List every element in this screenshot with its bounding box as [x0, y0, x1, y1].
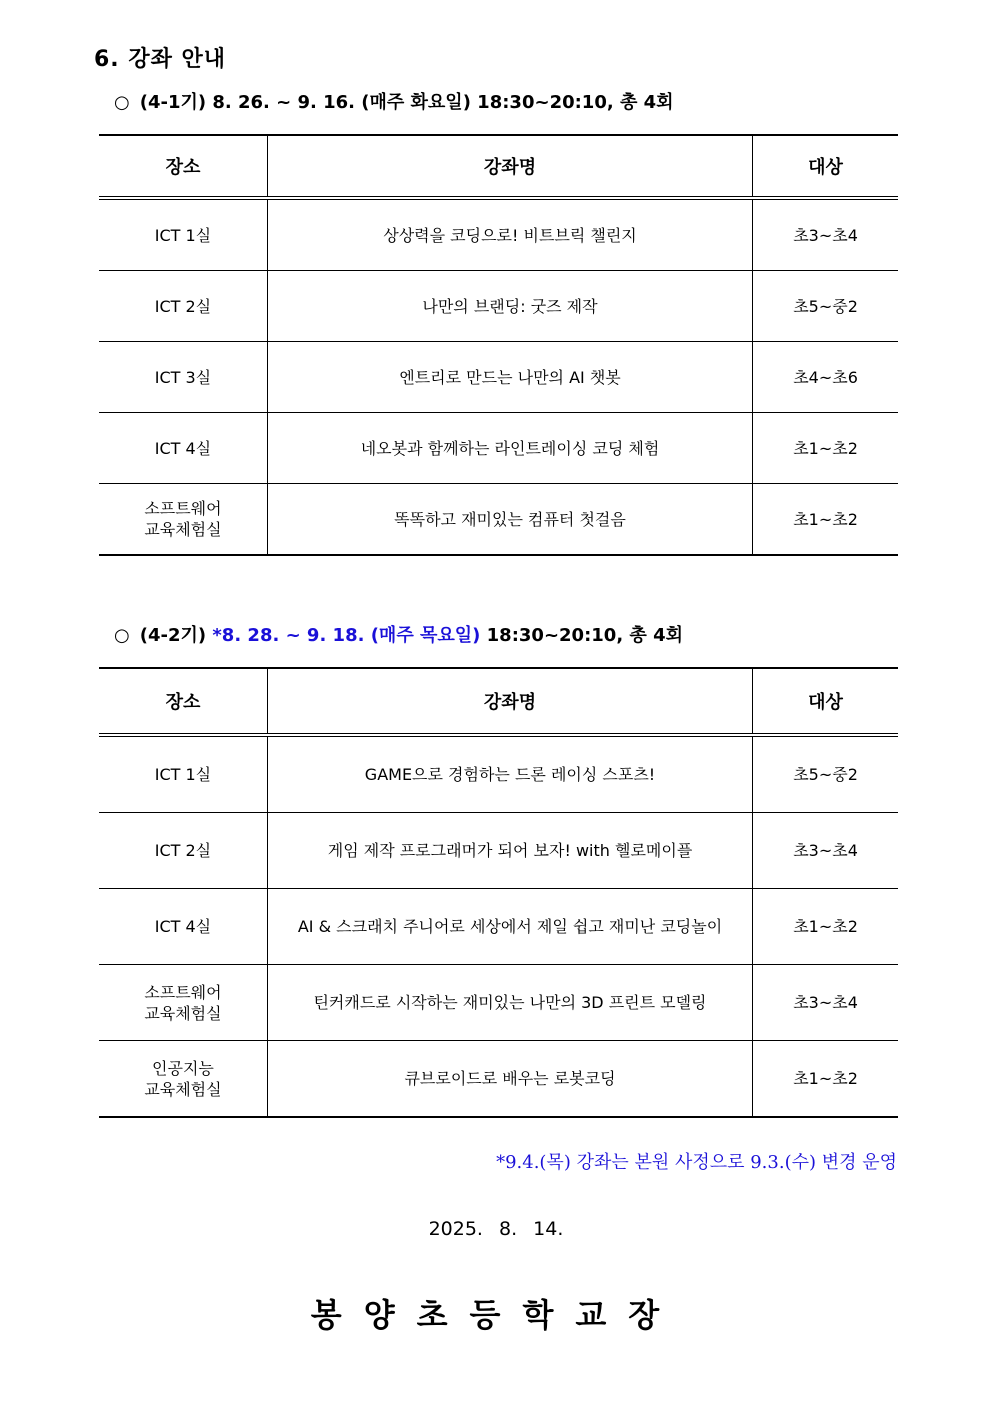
cell-target	[753, 342, 898, 413]
cell-course-name-text: 네오봇과 함께하는 라인트레이싱 코딩 체험	[360, 438, 660, 458]
header-name: 강좌명	[267, 135, 752, 198]
cell-course-name-text: AI & 스크래치 주니어로 세상에서 제일 쉽고 재미난 코딩놀이	[297, 917, 723, 936]
document-date: 2025. 8. 14.	[428, 1218, 564, 1240]
header-name: 강좌명	[267, 668, 752, 735]
circle-bullet-icon: ○	[114, 625, 130, 646]
session1-heading	[114, 88, 674, 114]
cell-target-text: 초1~초2	[793, 917, 858, 936]
principal-signature: 봉양초등학교장	[310, 1296, 682, 1334]
cell-place-text: ICT 4실	[154, 917, 212, 936]
cell-course-name	[267, 198, 752, 271]
cell-target-text: 초1~초2	[793, 509, 858, 529]
cell-course-name-text: 게임 제작 프로그래머가 되어 보자! with 헬로메이플	[327, 841, 693, 860]
table-row	[99, 813, 898, 889]
header-target: 대상	[753, 135, 898, 198]
cell-course-name-text: 상상력을 코딩으로! 비트브릭 챌린지	[383, 225, 637, 245]
session1-label: (4-1기) 8. 26. ~ 9. 16. (매주 화요일) 18:30~20:10, 총 4회	[139, 92, 674, 113]
session2-table	[99, 667, 898, 1118]
session2-heading	[114, 621, 683, 647]
cell-course-name-text: 똑똑하고 재미있는 컴퓨터 첫걸음	[394, 509, 626, 529]
cell-place	[99, 889, 267, 965]
cell-target-text: 초1~초2	[793, 438, 858, 458]
cell-target	[753, 1041, 898, 1118]
cell-course-name	[267, 965, 752, 1041]
cell-place-text: 인공지능 교육체험실	[144, 1058, 222, 1099]
table-row	[99, 965, 898, 1041]
cell-target	[753, 413, 898, 484]
cell-course-name-text: 엔트리로 만드는 나만의 AI 챗봇	[399, 367, 621, 387]
table-header-row	[99, 135, 898, 198]
cell-course-name-text: 나만의 브랜딩: 굿즈 제작	[422, 296, 598, 316]
cell-target	[753, 813, 898, 889]
cell-target-text: 초3~초4	[793, 993, 858, 1012]
table-row	[99, 484, 898, 556]
session2-label-dates: *8. 28. ~ 9. 18. (매주 목요일)	[212, 625, 481, 646]
cell-place	[99, 198, 267, 271]
cell-target-text: 초5~중2	[793, 765, 858, 784]
cell-course-name	[267, 413, 752, 484]
cell-place-text: ICT 4실	[154, 438, 212, 458]
schedule-change-notice: *9.4.(목) 강좌는 본원 사정으로 9.3.(수) 변경 운영	[496, 1152, 897, 1173]
table-row	[99, 271, 898, 342]
cell-course-name-text: 큐브로이드로 배우는 로봇코딩	[404, 1069, 616, 1088]
cell-target	[753, 965, 898, 1041]
cell-course-name	[267, 813, 752, 889]
cell-course-name	[267, 271, 752, 342]
cell-target	[753, 735, 898, 813]
cell-course-name	[267, 889, 752, 965]
cell-place-text: ICT 1실	[154, 225, 212, 245]
cell-place-text: ICT 2실	[154, 841, 212, 860]
cell-course-name	[267, 484, 752, 556]
cell-place-text: 소프트웨어 교육체험실	[144, 982, 222, 1023]
section-title: 6. 강좌 안내	[94, 47, 226, 72]
cell-target-text: 초3~초4	[793, 841, 858, 860]
cell-place	[99, 342, 267, 413]
cell-target	[753, 271, 898, 342]
cell-place-text: ICT 2실	[154, 296, 212, 316]
table-row	[99, 889, 898, 965]
cell-place	[99, 413, 267, 484]
cell-target-text: 초1~초2	[793, 1069, 858, 1088]
session2-label-prefix: (4-2기)	[139, 625, 207, 646]
cell-target	[753, 198, 898, 271]
table-row	[99, 198, 898, 271]
cell-place	[99, 813, 267, 889]
cell-place	[99, 1041, 267, 1118]
cell-course-name	[267, 342, 752, 413]
table-row	[99, 1041, 898, 1118]
session1-table	[99, 134, 898, 556]
session2-label-time: 18:30~20:10, 총 4회	[486, 625, 684, 646]
table-row	[99, 735, 898, 813]
cell-target-text: 초4~초6	[793, 367, 858, 387]
cell-target-text: 초3~초4	[793, 225, 858, 245]
cell-course-name-text: 틴커캐드로 시작하는 재미있는 나만의 3D 프린트 모델링	[313, 993, 707, 1012]
cell-place	[99, 965, 267, 1041]
cell-place	[99, 484, 267, 556]
cell-place-text: ICT 3실	[154, 367, 212, 387]
cell-target-text: 초5~중2	[793, 296, 858, 316]
table-row	[99, 413, 898, 484]
circle-bullet-icon: ○	[114, 92, 130, 113]
table-row	[99, 342, 898, 413]
cell-place	[99, 271, 267, 342]
cell-course-name-text: GAME으로 경험하는 드론 레이싱 스포츠!	[364, 765, 656, 784]
cell-place-text: ICT 1실	[154, 765, 212, 784]
cell-course-name	[267, 735, 752, 813]
cell-target	[753, 484, 898, 556]
header-place: 장소	[99, 668, 267, 735]
cell-place-text: 소프트웨어 교육체험실	[144, 499, 222, 539]
cell-course-name	[267, 1041, 752, 1118]
cell-place	[99, 735, 267, 813]
cell-target	[753, 889, 898, 965]
header-target: 대상	[753, 668, 898, 735]
header-place: 장소	[99, 135, 267, 198]
table-header-row	[99, 668, 898, 735]
